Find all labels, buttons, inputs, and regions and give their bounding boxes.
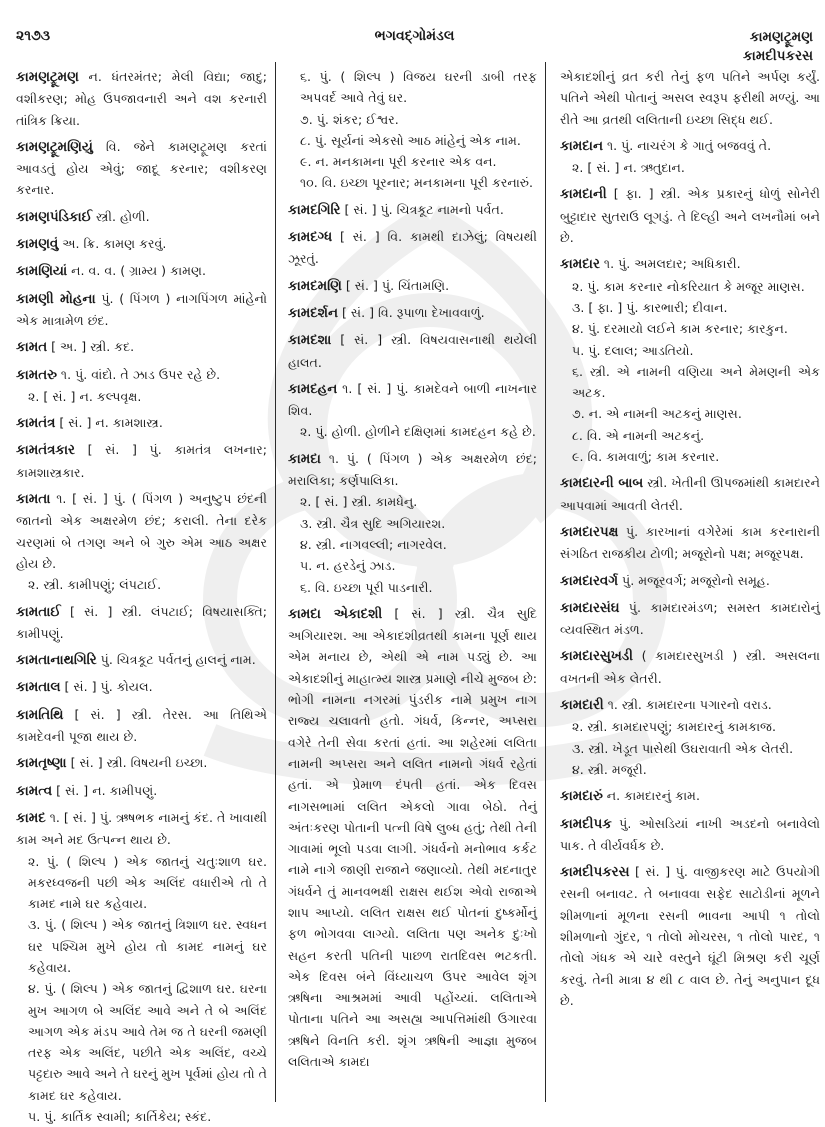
entry-headword: કામણિયાં — [16, 264, 68, 280]
dictionary-entry — [288, 275, 537, 297]
entry-definition: પું. મજૂરવર્ગ; મજૂરોનો સમૂહ. — [622, 572, 770, 588]
dictionary-entry — [16, 601, 267, 645]
entry-definition: [ ફા. ] સ્ત્રી. એક પ્રકારનું ધોળું સોનેરી બુટ્ટાદાર સુતરાઉ લૂગડું. તે દિલ્હી અને લખનૌમાં બને છે. — [560, 186, 820, 246]
dictionary-entry — [560, 694, 820, 780]
entry-definition: ન. કામદારનું કામ. — [606, 788, 700, 804]
entry-sense: ૮. વિ. એ નામની અટકનું. — [572, 427, 705, 443]
entry-definition: ૧. પું. વાંદો. તે ઝાડ ઉપર રહે છે. — [60, 366, 221, 382]
dictionary-entry — [288, 603, 537, 1073]
dictionary-entry — [288, 302, 537, 324]
dictionary-entry — [560, 785, 820, 807]
entry-sense: ૪. પું. ( શિલ્પ ) એક જાતનું દ્વિશાળ ઘર. ઘરના મુખ આગળ બે અલિંદ આવે અને તે બે અલિંદ આગળ એક મંડપ આવે તેમ જ તે ઘરની જમણી તરફ એક અલિંદ, પછીતે એક અલિંદ, વચ્ચે પટ્ટદારુ આવે અને તે ઘરનું મુખ પૂર્વમાં હોય તો તે કામદ ઘર કહેવાય. — [28, 981, 267, 1103]
entry-definition: ૧. [ સં. ] પું. ( પિંગળ ) અનુષ્ટુપ છંદની જાતનો એક અક્ષરમેળ છંદ; કરાલી. તેના દરેક ચરણમાં બે તગણ અને બે ગુરુ એમ આઠ અક્ષર હોય છે. — [16, 491, 267, 571]
entry-headword: કામદા એકાદશી — [288, 606, 383, 622]
entry-sense: ૯. ન. મનકામના પૂરી કરનાર એક વન. — [300, 154, 497, 170]
entry-sense: ૩. પું. ( શિલ્પ ) એક જાતનું ત્રિશાળ ઘર. સ્વધન ઘર પશ્ચિમ મુખે હોય તો કામદ નામનું ઘર કહેવાય. — [28, 917, 267, 975]
entry-sense: ૩. સ્ત્રી. ખેડૂત પાસેથી ઉઘરાવાતી એક લેતરી. — [572, 740, 794, 756]
entry-headword: કામદગિરિ — [288, 202, 341, 218]
entry-headword: કામદારની બાબ — [560, 476, 644, 492]
entry-definition: [ સં. ] સ્ત્રી. ચૈત્ર સુદિ અગિયારશ. આ એકાદશીવ્રતથી કામના પૂર્ણ થાય એમ મનાય છે, એથી એ નામ પડ્યું છે. આ એકાદશીનું માહાત્મ્ય શાસ્ત્ર પ્રમાણે નીચે મુજબ છે: ભોગી નામના નગરમાં પુંડરીક નામે પ્રમુખ નાગ રાજ્ય ચલાવતો હતો. ગંધર્વ, કિન્નર, અપ્સરા વગેરે તેની સેવા કરતાં હતાં. આ શહેરમાં લલિતા નામની અપ્સરા અને લલિત નામનો ગંધર્વ રહેતાં હતાં. એ પ્રેમાળ દંપતી હતાં. એક દિવસ નાગસભામાં લલિત એકલો ગાવા બેઠો. તેનું અંતઃકરણ પોતાની પત્ની વિષે લુબ્ધ હતું; તેથી તેની ગાવામાં ભૂલો પડવા લાગી. ગંધર્વનો મનોભાવ કર્કટ નામે નાગે જાણી રાજાને જણાવ્યો. તેથી મદનાતુર ગંધર્વને તું માનવભક્ષી રાક્ષસ થઈશ એવો રાજાએ શાપ આપ્યો. લલિત રાક્ષસ થઈ પોતનાં દુષ્કર્મોનું ફળ ભોગવવા લાગ્યો. લલિતા પણ અનેક દુઃખો સહન કરતી પતિની પાછળ રાતદિવસ ભટકતી. એક દિવસ બંને વિંધ્યાચળ ઉપર આવેલ શૃંગ ઋષિના આશ્રમમાં આવી પહોંચ્યાં. લલિતાએ પોતાના પતિને આ અસહ્ય આપત્તિમાંથી ઉગારવા ઋષિને વિનતિ કરી. શૃંગ ઋષિની આજ્ઞા મુજબ લલિતાએ કામદા — [288, 605, 537, 1070]
entry-headword: કામદીપકરસ — [560, 865, 630, 881]
column-1 — [14, 62, 276, 1125]
entry-headword: કામદાની — [560, 187, 607, 203]
entry-headword: કામતાનાથગિરિ — [16, 653, 97, 669]
entry-sense: ૪. સ્ત્રી. નાગવલ્લી; નાગરવેલ. — [300, 536, 447, 552]
entry-sense: ૨. પું. ( શિલ્પ ) એક જાતનું ચતુઃશાળ ઘર. મકરધ્વજની પછી એક અલિંદ વધારીએ તો તે કામદ નામે ઘર કહેવાય. — [28, 853, 267, 912]
dictionary-entry — [16, 233, 267, 255]
dictionary-entry — [16, 488, 267, 595]
dictionary-entry — [560, 861, 820, 1011]
entry-headword: કામદાર — [560, 257, 600, 273]
dictionary-entry — [560, 570, 820, 592]
dictionary-entry — [560, 253, 820, 467]
entry-definition: [ સં. ] સ્ત્રી. લંપટાઈ; વિષયાસક્તિ; કામીપણું. — [16, 603, 267, 641]
entry-definition: ન. વ. વ. ( ગ્રામ્ય ) કામણ. — [71, 263, 206, 279]
dictionary-entry — [560, 135, 820, 179]
entry-definition: [ સં. ] પું. ચિત્રકૂટ નામનો પર્વત. — [344, 201, 504, 217]
dictionary-entry — [16, 66, 267, 131]
entry-headword: કામણપંડિકાઈ — [16, 209, 93, 225]
entry-definition: ૧. પું. નાચરંગ કે ગાતું બજવવું તે. — [606, 137, 772, 153]
column-2 — [276, 62, 546, 1102]
dictionary-entry — [560, 597, 820, 641]
entry-headword: કામતાલ — [16, 680, 61, 696]
entry-sense: ૭. પું. શંકર; ઈશ્વર. — [300, 111, 399, 127]
dictionary-entry — [16, 206, 267, 228]
dictionary-entry — [288, 448, 537, 598]
guide-word-first: કામણટ્રૂમણ — [749, 29, 813, 45]
entry-definition: [ સં. ] ન. કામીપણું. — [56, 782, 158, 798]
dictionary-entry — [288, 199, 537, 221]
entry-sense: ૪. પું. દરમાયો લઈને કામ કરનાર; કારકુન. — [572, 321, 788, 337]
entry-headword: કામતરુ — [16, 367, 57, 383]
entry-sense: ૨. પું. કામ કરનાર નોકરિયાત કે મજૂર માણસ. — [572, 278, 805, 294]
dictionary-entry — [560, 66, 820, 130]
entry-headword: કામતા — [16, 492, 51, 508]
entry-definition: પું. કામદારમંડળ; સમસ્ત કામદારોનું વ્યવસ્થિત મંડળ. — [560, 599, 820, 638]
entry-definition: ૧. સ્ત્રી. કામદારના પગારનો વરાડ. — [607, 697, 772, 713]
dictionary-entry — [16, 676, 267, 698]
entry-headword: કામદારસુખડી — [560, 649, 633, 665]
entry-sense: ૯. વિ. કામવાળું; કામ કરનાર. — [572, 449, 720, 465]
entry-headword: કામદાન — [560, 138, 603, 154]
guide-words — [743, 28, 813, 66]
entry-definition: સ્ત્રી. ખેતીની ઊપજમાંથી કામદારને આપવામાં આવતી લેતરી. — [560, 475, 820, 513]
dictionary-entry — [16, 780, 267, 802]
entry-sense: ૨. [ સં. ] ન. કલ્પવૃક્ષ. — [28, 388, 142, 404]
dictionary-entry — [288, 329, 537, 373]
entry-definition: [ અ. ] સ્ત્રી. કદ. — [51, 339, 135, 355]
entry-definition: પું. કારખાનાં વગેરેમાં કામ કરનારાની સંગઠિત રાજકીય ટોળી; મજૂરોનો પક્ષ; મજૂરપક્ષ. — [560, 523, 820, 562]
entry-sense: ૫. પું. દલાલ; આડતિયો. — [572, 342, 694, 358]
dictionary-entry — [16, 336, 267, 358]
entry-sense: ૩. સ્ત્રી. ચૈત્ર સુદિ અગિયારશ. — [300, 515, 446, 531]
entry-headword: કામદમણિ — [288, 278, 342, 294]
entry-headword: કામતૃષ્ણા — [16, 756, 67, 772]
entry-definition: [ સં. ] સ્ત્રી. વિષયની ઇચ્છા. — [70, 755, 208, 771]
page-number: ૨૧૭૩ — [16, 28, 51, 44]
dictionary-entry — [16, 807, 267, 1127]
entry-headword: કામદારપક્ષ — [560, 524, 619, 540]
entry-headword: કામદારસંઘ — [560, 600, 620, 616]
dictionary-entry — [16, 439, 267, 483]
entry-headword: કામદારી — [560, 698, 604, 714]
entry-definition: [ સં. ] પું. ચિંતામણિ. — [345, 277, 450, 293]
entry-definition: [ સં. ] વિ. કામથી દાઝેલું; વિષયથી ઝૂરતું. — [288, 229, 537, 267]
entry-headword: કામદર્શન — [288, 305, 338, 321]
entry-headword: કામત્વ — [16, 783, 53, 799]
entry-headword: કામદીપક — [560, 816, 612, 832]
entry-sense: ૭. ન. એ નામની અટકનું માણસ. — [572, 406, 742, 422]
dictionary-entry — [16, 649, 267, 671]
entry-sense: ૫. પું. કાર્તિક સ્વામી; કાર્તિકેય; સ્કંદ. — [28, 1109, 212, 1125]
dictionary-entry — [560, 183, 820, 248]
entry-headword: કામણટ્રૂમણ — [16, 70, 79, 85]
entry-definition: વિ. જેને કામણટ્રૂમણ કરતાં આવડતું હોય એવું; જાદૂ કરનાર; વશીકરણ કરનાર. — [16, 138, 267, 198]
entry-sense: ૨. [ સં. ] સ્ત્રી. કામધેનુ. — [300, 494, 418, 510]
dictionary-columns — [14, 62, 822, 1125]
entry-sense: ૫. ન. હરડેનું ઝાડ. — [300, 558, 396, 574]
entry-definition: એકાદશીનું વ્રત કરી તેનું ફળ પતિને અર્પણ કર્યું. પતિને એથી પોતાનું અસલ સ્વરૂપ ફરીથી મળ્યું. આ રીતે આ વ્રતથી લલિતાની ઇચ્છા સિદ્ધ થઈ. — [560, 69, 820, 127]
entry-definition: [ સં. ] પું. કામતંત્ર લખનાર; કામશાસ્ત્રકાર. — [16, 442, 268, 480]
dictionary-entry — [16, 704, 267, 748]
entry-sense: ૬. પું. ( શિલ્પ ) વિજય ઘરની ડાબી તરફ અપવર્દ આવે તેવું ઘર. — [300, 69, 537, 106]
entry-sense: ૨. સ્ત્રી. કામદારપણું; કામદારનું કામકાજ. — [572, 719, 776, 735]
dictionary-entry — [16, 412, 267, 434]
entry-headword: કામદગ્ધ — [288, 230, 333, 246]
dictionary-entry — [16, 288, 267, 332]
entry-definition: પું. ઓસડિયાં નાખી અડદનો બનાવેલો પાક. તે વીર્યવર્ધક છે. — [560, 815, 820, 853]
entry-headword: કામતાઈ — [16, 604, 61, 620]
dictionary-entry — [288, 226, 537, 270]
entry-definition: [ સં. ] પું. વાજીકરણ માટે ઉપયોગી રસની બનાવટ. તે બનાવવા સફેદ સાટોડીનાં મૂળને શીમળાનાં મૂળના રસની ભાવના આપી ૧ તોલો શીમળાનો ગુંદર, ૧ તોલો મોચરસ, ૧ તોલો પારદ, ૧ તોલો ગંધક એ ચારે વસ્તુને ઘૂંટી મિશ્રણ કરી ચૂર્ણ કરવું. તેની માત્રા ૪ થી ૮ વાલ છે. તેનું અનુપાન દૂધ છે. — [560, 864, 820, 1008]
entry-headword: કામદા — [288, 451, 321, 467]
entry-headword: કામદહન — [288, 381, 338, 397]
entry-sense: ૪. સ્ત્રી. મજૂરી. — [572, 761, 647, 777]
dictionary-entry — [16, 752, 267, 774]
entry-headword: કામદ — [16, 810, 46, 826]
dictionary-entry — [16, 260, 267, 282]
entry-definition: [ સં. ] ન. કામશાસ્ત્ર. — [59, 415, 163, 431]
entry-headword: કામણટ્રૂમણિયું — [16, 139, 93, 155]
entry-definition: [ સં. ] સ્ત્રી. તેરસ. આ તિથિએ કામદેવની પૂજા થાય છે. — [16, 706, 267, 745]
entry-definition: અ. ક્રિ. કામણ કરવું. — [62, 236, 167, 252]
entry-definition: [ સં. ] પું. કોયલ. — [64, 679, 153, 695]
entry-headword: કામદારવર્ગ — [560, 573, 618, 589]
entry-sense: ૨. [ સં. ] ન. ઋતુદાન. — [572, 160, 685, 176]
entry-headword: કામદારું — [560, 789, 603, 805]
entry-headword: કામત — [16, 340, 48, 356]
entry-definition: સ્ત્રી. હોળી. — [96, 208, 150, 224]
entry-definition: ન. ધંતરમંતર; મેલી વિદ્યા; જાદુ; વશીકરણ; મોહ ઉપજાવનારી અને વશ કરનારી તાંત્રિક ક્રિયા. — [16, 69, 267, 128]
book-title: ભગવદ્ગોમંડલ — [374, 28, 455, 44]
entry-definition: ૧. [ સં. ] પું. ઋષભક નામનું કંદ. તે ખાવાથી કામ અને મદ ઉત્પન્ન થાય છે. — [16, 809, 268, 848]
entry-definition: [ સં. ] સ્ત્રી. વિષયવાસનાથી થયેલી હાલત. — [288, 332, 537, 370]
entry-sense: ૮. પું. સૂર્યનાં એકસો આઠ માંહેનું એક નામ. — [300, 132, 521, 148]
entry-definition: ૧. પું. અમલદાર; અધિકારી. — [603, 256, 741, 272]
entry-sense: ૨. સ્ત્રી. કામીપણું; લંપટાઈ. — [28, 577, 162, 593]
entry-sense: ૬. સ્ત્રી. એ નામની વણિયા અને મેમણની એક અટક. — [572, 363, 820, 401]
dictionary-entry — [560, 521, 820, 565]
entry-definition: [ સં. ] વિ. રૂપાળા દેખાવવાળું. — [342, 304, 485, 320]
entry-headword: કામદશા — [288, 333, 332, 349]
entry-definition: પું. ચિત્રકૂટ પર્વતનું હાલનું નામ. — [100, 652, 256, 668]
entry-headword: કામતિથિ — [16, 707, 64, 723]
entry-sense: ૧૦. વિ. ઇચ્છા પૂરનાર; મનકામના પૂરી કરનારું. — [300, 175, 534, 191]
entry-definition: પું. ( પિંગળ ) નાગપિંગળ માંહેનો એક માત્રામેળ છંદ. — [16, 290, 267, 328]
dictionary-entry — [288, 378, 537, 443]
dictionary-entry — [16, 136, 267, 201]
entry-headword: કામતંત્રકાર — [16, 443, 75, 459]
entry-sense: ૨. પું. હોળી. હોળીને દક્ષિણમાં કામદહન કહે છે. — [300, 424, 536, 440]
dictionary-entry — [560, 472, 820, 516]
entry-definition: ( કામદારસુખડી ) સ્ત્રી. અસલના વખતની એક લેતરી. — [560, 648, 820, 686]
dictionary-entry — [16, 364, 267, 408]
entry-sense: ૩. [ ફા. ] પું. કારભારી; દીવાન. — [572, 299, 728, 315]
dictionary-entry — [560, 645, 820, 689]
entry-definition: ૧. પું. ( પિંગળ ) એક અક્ષરમેળ છંદ; મરાલિકા; કર્ણપાલિકા. — [288, 450, 537, 489]
column-3 — [546, 62, 822, 1102]
guide-word-last: કામદીપકરસ — [743, 48, 813, 64]
dictionary-entry — [288, 66, 537, 194]
entry-headword: કામણવું — [16, 237, 59, 253]
dictionary-entry — [560, 813, 820, 857]
entry-headword: કામણી મોહના — [16, 291, 96, 307]
entry-definition: ૧. [ સં. ] પું. કામદેવને બાળી નાખનાર શિવ. — [288, 380, 537, 419]
entry-sense: ૬. વિ. ઇચ્છા પૂરી પાડનારી. — [300, 579, 433, 595]
entry-headword: કામતંત્ર — [16, 416, 56, 432]
